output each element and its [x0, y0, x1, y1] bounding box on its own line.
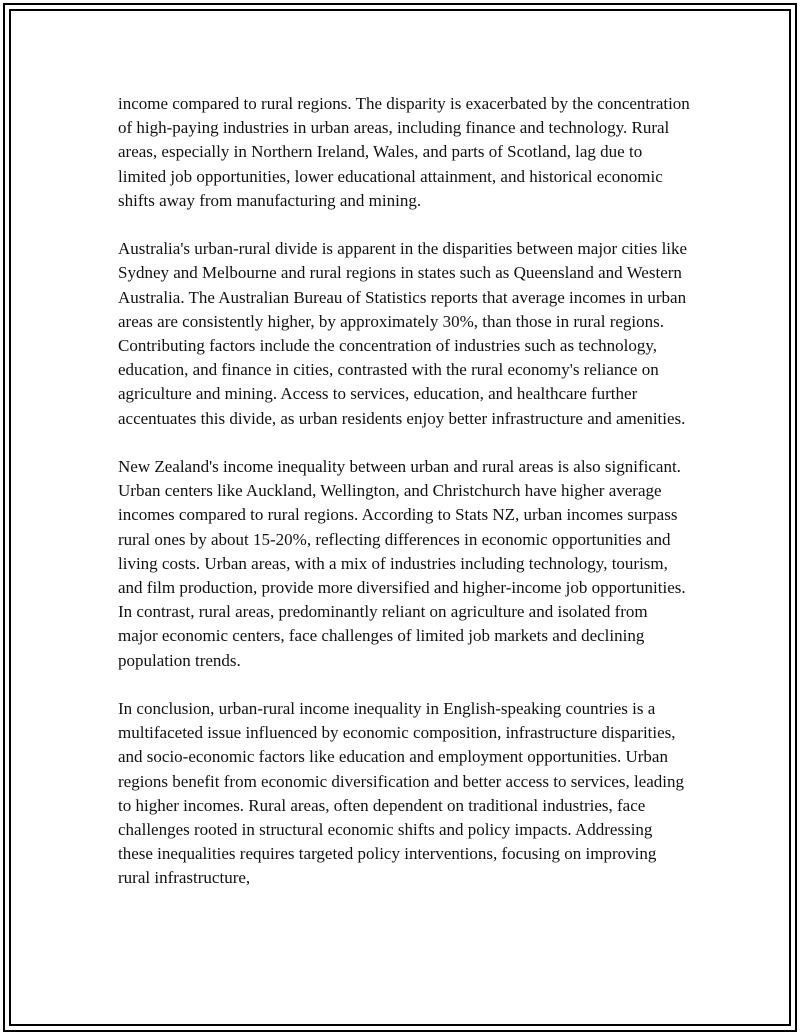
- paragraph-australia: Australia's urban-rural divide is apparent in the disparities between major cities like Sydney and Melbourne and rural regions in states such as Queensland and Western Australia. The Australian Bureau of Statistics reports that average incomes in urban areas are consistently higher, by approximately 30%, than those in rural regions. Contributing factors include the concentration of industries such as technology, education, and finance in cities, contrasted with the rural economy's reliance on agriculture and mining. Access to services, education, and healthcare further accentuates this divide, as urban residents enjoy better infrastructure and amenities.: [118, 239, 688, 428]
- paragraph-uk-income: income compared to rural regions. The disparity is exacerbated by the concentration of high-paying industries in urban areas, including finance and technology. Rural areas, especially in Northern Ireland, Wales, and parts of Scotland, lag due to limited job opportunities, lower educational attainment, and historical economic shifts away from manufacturing and mining.: [118, 94, 690, 210]
- paragraph-conclusion: In conclusion, urban-rural income inequality in English-speaking countries is a multifaceted issue influenced by economic composition, infrastructure disparities, and socio-economic factors like education and employment opportunities. Urban regions benefit from economic diversification and better access to services, leading to higher incomes. Rural areas, often dependent on traditional industries, face challenges rooted in structural economic shifts and policy impacts. Addressing these inequalities requires targeted policy interventions, focusing on improving rural infrastructure,: [118, 699, 684, 888]
- document-body: [118, 92, 690, 915]
- paragraph-new-zealand: New Zealand's income inequality between urban and rural areas is also significant. Urban centers like Auckland, Wellington, and Christchurch have higher average incomes compared to rural regions. According to Stats NZ, urban incomes surpass rural ones by about 15-20%, reflecting differences in economic opportunities and living costs. Urban areas, with a mix of industries including technology, tourism, and film production, provide more diversified and higher-income job opportunities. In contrast, rural areas, predominantly reliant on agriculture and isolated from major economic centers, face challenges of limited job markets and declining population trends.: [118, 457, 686, 670]
